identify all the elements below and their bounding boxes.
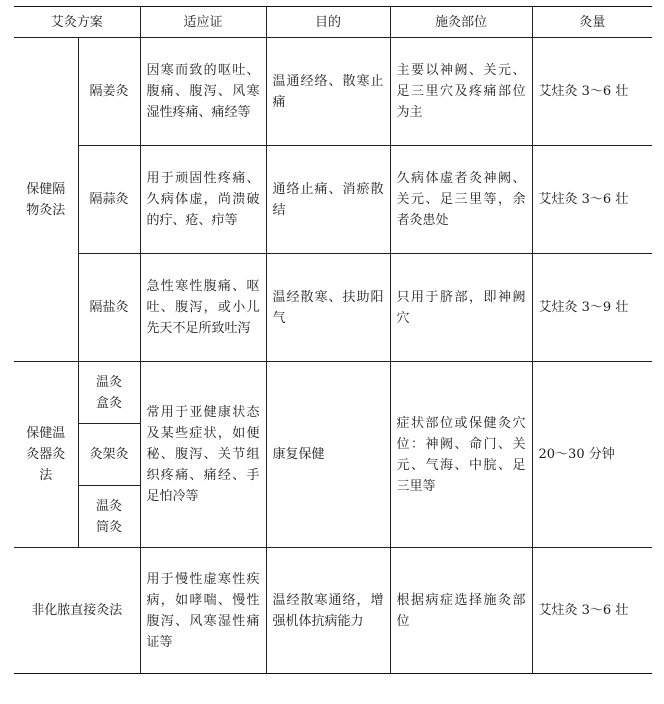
method-tube: 温灸筒灸 [78,486,140,548]
method-salt: 隔盐灸 [78,254,140,362]
indication-salt: 急性寒性腹痛、呕吐、腹泻，或小儿先天不足所致吐泻 [140,254,266,362]
site-salt: 只用于脐部，即神阙穴 [390,254,532,362]
indication-garlic: 用于顽固性疼痛、久病体虚，尚溃破的疔、疮、疖等 [140,146,266,254]
amount-garlic: 艾炷灸 3～6 壮 [532,146,652,254]
purpose-ginger: 温通经络、散寒止痛 [266,38,390,146]
amount-salt: 艾炷灸 3～9 壮 [532,254,652,362]
header-site: 施灸部位 [390,7,532,38]
method-frame: 灸架灸 [78,424,140,486]
amount-ginger: 艾炷灸 3～6 壮 [532,38,652,146]
table-row [14,362,652,424]
moxibustion-table [14,6,652,674]
site-garlic: 久病体虚者灸神阙、关元、足三里等，余者灸患处 [390,146,532,254]
site-direct: 根据病症选择施灸部位 [390,548,532,674]
site-device: 症状部位或保健灸穴位：神阙、命门、关元、气海、中脘、足三里等 [390,362,532,548]
table-row [14,254,652,362]
amount-device: 20～30 分钟 [532,362,652,548]
purpose-garlic: 通络止痛、消瘀散结 [266,146,390,254]
method-ginger: 隔姜灸 [78,38,140,146]
table-header-row [14,7,652,38]
header-amount: 灸量 [532,7,652,38]
table-row [14,146,652,254]
amount-direct: 艾炷灸 3～6 壮 [532,548,652,674]
purpose-device: 康复保健 [266,362,390,548]
header-scheme: 艾灸方案 [14,7,140,38]
table-row [14,548,652,674]
purpose-salt: 温经散寒、扶助阳气 [266,254,390,362]
header-indication: 适应证 [140,7,266,38]
purpose-direct: 温经散寒通络，增强机体抗病能力 [266,548,390,674]
site-ginger: 主要以神阙、关元、足三里穴及疼痛部位为主 [390,38,532,146]
indication-device: 常用于亚健康状态及某些症状，如便秘、腹泻、关节组织疼痛、痛经、手足怕冷等 [140,362,266,548]
method-garlic: 隔蒜灸 [78,146,140,254]
group-qiju: 保健温灸器灸法 [14,362,78,548]
method-box: 温灸盒灸 [78,362,140,424]
indication-ginger: 因寒而致的呕吐、腹痛、腹泻、风寒湿性疼痛、痛经等 [140,38,266,146]
table-row [14,38,652,146]
indication-direct: 用于慢性虚寒性疾病，如哮喘、慢性腹泻、风寒湿性痛证等 [140,548,266,674]
group-feihua: 非化脓直接灸法 [14,548,140,674]
group-geli: 保健隔物灸法 [14,38,78,362]
header-purpose: 目的 [266,7,390,38]
